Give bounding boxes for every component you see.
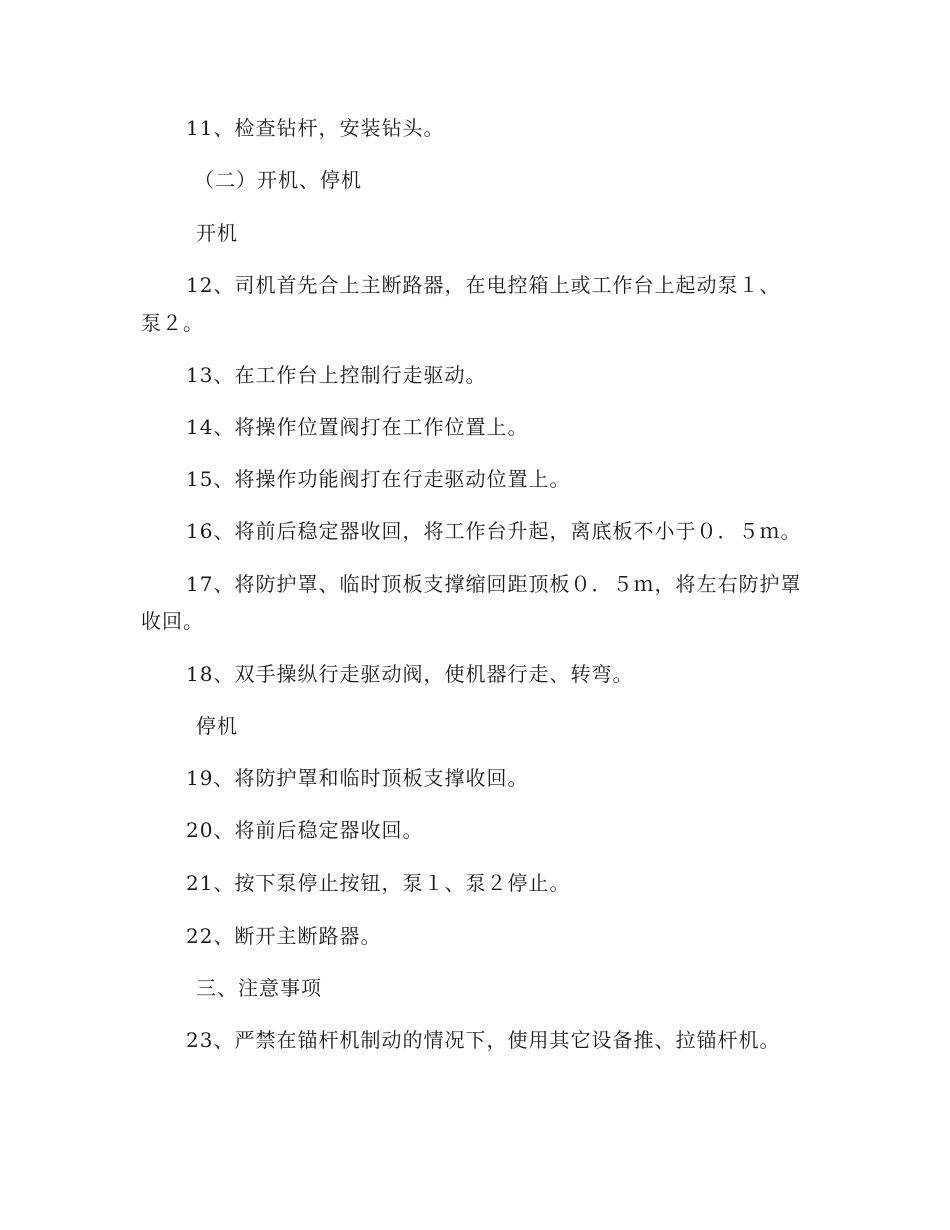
- paragraph-23: 23、严禁在锚杆机制动的情况下，使用其它设备推、拉锚杆机。: [186, 1028, 781, 1052]
- paragraph-21: 21、按下泵停止按钮，泵１、泵２停止。: [186, 871, 571, 895]
- paragraph-22: 22、断开主断路器。: [186, 924, 382, 948]
- section-heading-precautions: 三、注意事项: [196, 976, 322, 1000]
- paragraph-20: 20、将前后稳定器收回。: [186, 818, 424, 842]
- paragraph-19: 19、将防护罩和临时顶板支撑收回。: [186, 766, 529, 790]
- paragraph-11: 11、检查钻杆，安装钻头。: [186, 116, 445, 140]
- subheading-start: 开机: [196, 221, 238, 245]
- paragraph-18: 18、双手操纵行走驱动阀，使机器行走、转弯。: [186, 662, 634, 686]
- section-heading-startstop: （二）开机、停机: [194, 168, 362, 192]
- paragraph-17-line-2: 收回。: [141, 609, 204, 633]
- paragraph-16: 16、将前后稳定器收回，将工作台升起，离底板不小于０．５ｍ。: [186, 519, 802, 543]
- paragraph-14: 14、将操作位置阀打在工作位置上。: [186, 415, 529, 439]
- paragraph-12-line-2: 泵２。: [141, 311, 204, 335]
- subheading-stop: 停机: [196, 714, 238, 738]
- paragraph-15: 15、将操作功能阀打在行走驱动位置上。: [186, 467, 571, 491]
- paragraph-12-line-1: 12、司机首先合上主断路器，在电控箱上或工作台上起动泵１、: [186, 273, 781, 297]
- paragraph-13: 13、在工作台上控制行走驱动。: [186, 363, 487, 387]
- paragraph-17-line-1: 17、将防护罩、临时顶板支撑缩回距顶板０．５ｍ，将左右防护罩: [186, 572, 802, 596]
